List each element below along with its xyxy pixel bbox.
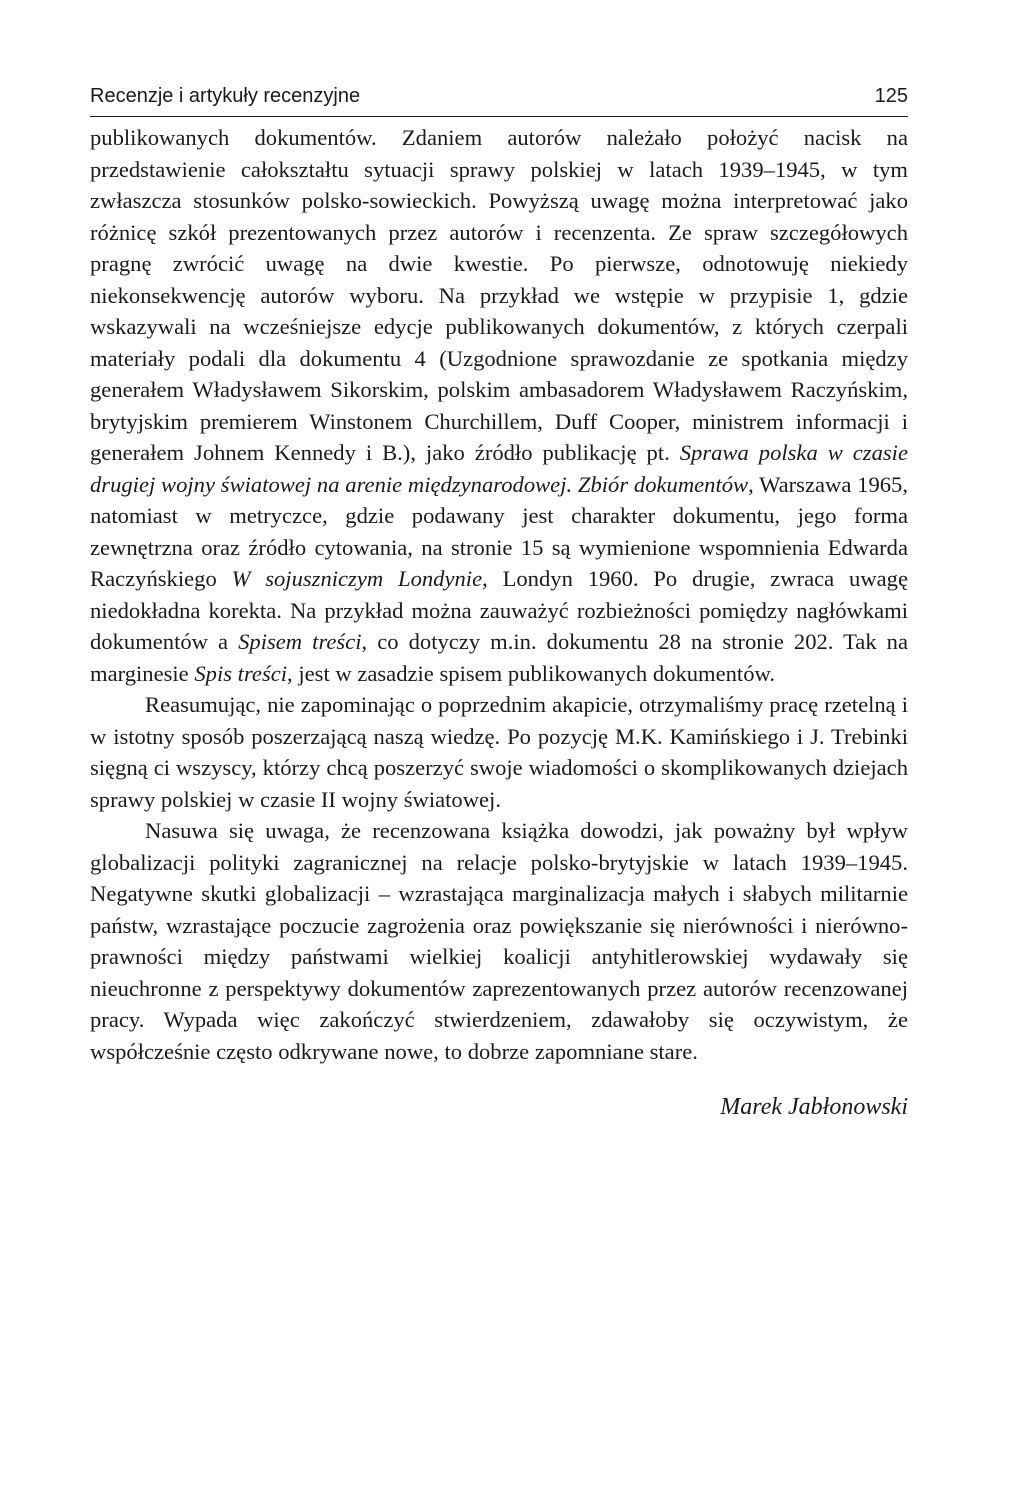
cited-spis-tresci: Spis treści: [194, 660, 288, 686]
cited-title-sprawa-polska: Sprawa polska w czasie drugiej wojny światowej na arenie międzynarodowej. Zbiór dokumentów: [90, 440, 908, 497]
cited-title-w-sojuszniczym-londynie: W sojuszniczym Londynie: [231, 566, 483, 591]
running-header: [90, 84, 908, 117]
paragraph-1-text-b: , Warszawa 1965, natomiast w metryczce, gdzie podawany jest charakter dokumentu, jego forma zewnętrzna oraz źródło cytowania, na stronie 15 są wymienione wspomnienia Edwarda Raczyńskiego: [90, 471, 908, 591]
paragraph-1-text-d: , co dotyczy m.in. dokumentu 28 na stronie 202. Tak na marginesie: [90, 629, 908, 686]
paragraph-2: Reasumując, nie zapominając o poprzednim akapicie, otrzymaliśmy pracę rzetelną i w istotny sposób poszerzającą naszą wiedzę. Po pozycję M.K. Kamińskiego i J. Trebinki sięgną ci wszyscy, którzy chcą poszerzyć swoje wiadomości o skomplikowanych dziejach sprawy polskiej w czasie II wojny światowej.: [90, 692, 908, 812]
article-body: [90, 122, 908, 1067]
paragraph-1-text-c: , Londyn 1960. Po drugie, zwraca uwagę niedokładna korekta. Na przykład można zauważyć rozbieżności pomiędzy nagłówkami dokumentów a: [90, 566, 908, 654]
paragraph-3: Nasuwa się uwaga, że recenzowana książka dowodzi, jak poważny był wpływ globalizacji polityki zagranicznej na relacje polsko-brytyjskie w latach 1939–1945. Negatywne skutki globalizacji – wzrastająca marginalizacja małych i słabych militarnie państw, wzrastające poczucie zagrożenia oraz powiększanie się nierówności i nierówno-prawności między państwami wielkiej koalicji antyhitlerowskiej wydawały się nieuchronne z perspektywy dokumentów zaprezentowanych przez autorów recenzowanej pracy. Wypada więc zakończyć stwierdzeniem, zdawałoby się oczywistym, że współcześnie często odkrywane nowe, to dobrze zapomniane stare.: [90, 818, 908, 1064]
document-page: [90, 84, 908, 1121]
paragraph-1-text-e: , jest w zasadzie spisem publikowanych dokumentów.: [287, 660, 776, 686]
cited-spisem-tresci: Spisem treści: [238, 629, 362, 654]
paragraph-1-text-a: publikowanych dokumentów. Zdaniem autorów należało położyć nacisk na przedstawienie całokształtu sytuacji sprawy polskiej w latach 1939–1945, w tym zwłaszcza stosunków polsko-sowieckich. Powyższą uwagę można interpretować jako różnicę szkół prezentowanych przez autorów i recenzenta. Ze spraw szczegółowych pragnę zwrócić uwagę na dwie kwestie. Po pierwsze, odnotowuję niekiedy niekonsekwencję autorów wyboru. Na przykład we wstępie w przypisie 1, gdzie wskazywali na wcześniejsze edycje publikowanych dokumentów, z których czerpali materiały podali dla dokumentu 4 (Uzgodnione sprawozdanie ze spotkania między generałem Władysławem Sikorskim, polskim ambasadorem Władysławem Raczyńskim, brytyjskim premierem Winstonem Churchillem, Duff Cooper, ministrem informacji i generałem Johnem Kennedy i B.), jako źródło publikację pt.: [90, 125, 908, 465]
running-title: Recenzje i artykuły recenzyjne: [90, 85, 361, 107]
author-signature: Marek Jabłonowski: [720, 1094, 908, 1120]
paragraph-1: [90, 122, 908, 689]
page-number: 125: [874, 85, 908, 107]
